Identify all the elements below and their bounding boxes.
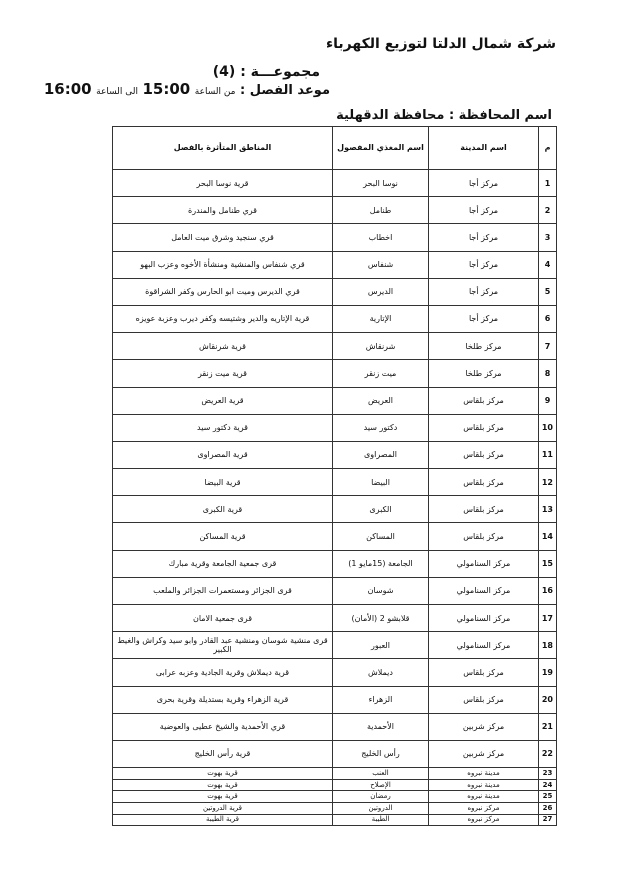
feeder-cell: الديرس: [333, 278, 429, 305]
table-row: [113, 170, 557, 197]
feeder-cell: الإصلاح: [333, 779, 429, 791]
city-cell: مركز أجا: [429, 251, 539, 278]
row-number: 19: [539, 659, 557, 686]
row-number: 4: [539, 251, 557, 278]
row-number: 13: [539, 496, 557, 523]
table-row: [113, 441, 557, 468]
feeder-cell: اخطاب: [333, 224, 429, 251]
city-cell: مركز بلقاس: [429, 469, 539, 496]
table-row: [113, 779, 557, 791]
areas-cell: قرى منشية شوسان ومنشية عبد القادر وابو سيد وكراش والغيط الكبير: [113, 632, 333, 659]
city-cell: مركز طلخا: [429, 333, 539, 360]
feeder-cell: العريض: [333, 387, 429, 414]
feeder-cell: نوسا البحر: [333, 170, 429, 197]
row-number: 20: [539, 686, 557, 713]
feeder-cell: دكتور سيد: [333, 414, 429, 441]
table-row: [113, 550, 557, 577]
column-header-city: اسم المدينة: [429, 127, 539, 170]
feeder-cell: شنفاس: [333, 251, 429, 278]
table-row: [113, 496, 557, 523]
areas-cell: قرية البيضا: [113, 469, 333, 496]
city-cell: مركز السنامولي: [429, 632, 539, 659]
table-header-row: [113, 127, 557, 170]
table-row: [113, 659, 557, 686]
areas-cell: قري طنامل والمندرة: [113, 197, 333, 224]
row-number: 23: [539, 768, 557, 780]
table-row: [113, 740, 557, 767]
feeder-cell: العبور: [333, 632, 429, 659]
to-time: 16:00: [43, 80, 92, 98]
city-cell: مركز طلخا: [429, 360, 539, 387]
city-cell: مركز السنامولي: [429, 605, 539, 632]
areas-cell: قرية ديملاش وقرية الجادية وعزبه عرابى: [113, 659, 333, 686]
city-cell: مركز شربين: [429, 740, 539, 767]
city-cell: مركز السنامولي: [429, 577, 539, 604]
row-number: 26: [539, 802, 557, 814]
table-row: [113, 605, 557, 632]
feeder-cell: الإتارية: [333, 305, 429, 332]
outage-schedule: [44, 80, 330, 98]
areas-cell: قرية المساكن: [113, 523, 333, 550]
row-number: 10: [539, 414, 557, 441]
areas-cell: قرية الزهراء وقرية بستديلة وقرية بحرى: [113, 686, 333, 713]
row-number: 25: [539, 791, 557, 803]
to-label: الى الساعة: [96, 87, 138, 97]
table-row: [113, 387, 557, 414]
row-number: 12: [539, 469, 557, 496]
city-cell: مركز بلقاس: [429, 686, 539, 713]
city-cell: مركز نبروه: [429, 814, 539, 826]
areas-cell: قرية العريض: [113, 387, 333, 414]
feeder-cell: ميت زنقر: [333, 360, 429, 387]
feeder-cell: الأحمدية: [333, 713, 429, 740]
areas-cell: قرية بهوت: [113, 791, 333, 803]
areas-cell: قرية رأس الخليج: [113, 740, 333, 767]
schedule-label: موعد الفصل :: [240, 83, 330, 98]
areas-cell: قري شنفاس والمنشية ومنشأة الأخوه وعزب البهو: [113, 251, 333, 278]
city-cell: مركز بلقاس: [429, 523, 539, 550]
from-label: من الساعة: [194, 87, 236, 97]
feeder-cell: شرنقاش: [333, 333, 429, 360]
table-row: [113, 414, 557, 441]
column-header-feeder: اسم المغذي المفصول: [333, 127, 429, 170]
row-number: 27: [539, 814, 557, 826]
table-row: [113, 333, 557, 360]
areas-cell: قرية دكتور سيد: [113, 414, 333, 441]
feeder-cell: المساكن: [333, 523, 429, 550]
areas-cell: قرية شرنقاش: [113, 333, 333, 360]
row-number: 14: [539, 523, 557, 550]
table-row: [113, 305, 557, 332]
areas-cell: قرية الإتاريه والدير وشتيسه وكفر ديرب وعزبة عويزه: [113, 305, 333, 332]
city-cell: مدينة نبروه: [429, 791, 539, 803]
feeder-cell: الكبرى: [333, 496, 429, 523]
city-cell: مركز نبروه: [429, 802, 539, 814]
row-number: 22: [539, 740, 557, 767]
city-cell: مدينة نبروه: [429, 779, 539, 791]
row-number: 16: [539, 577, 557, 604]
row-number: 21: [539, 713, 557, 740]
feeder-cell: رأس الخليج: [333, 740, 429, 767]
table-row: [113, 577, 557, 604]
city-cell: مركز بلقاس: [429, 414, 539, 441]
areas-cell: قرية ميت زنقر: [113, 360, 333, 387]
table-row: [113, 802, 557, 814]
column-header-areas: المناطق المتأثرة بالفصل: [113, 127, 333, 170]
outage-table: [112, 126, 557, 826]
table-row: [113, 469, 557, 496]
table-row: [113, 523, 557, 550]
row-number: 9: [539, 387, 557, 414]
row-number: 1: [539, 170, 557, 197]
city-cell: مركز بلقاس: [429, 441, 539, 468]
areas-cell: قري الأحمدية والشيخ عطيى والعوضية: [113, 713, 333, 740]
feeder-cell: البيضا: [333, 469, 429, 496]
city-cell: مركز شربين: [429, 713, 539, 740]
city-cell: مركز أجا: [429, 197, 539, 224]
row-number: 11: [539, 441, 557, 468]
row-number: 18: [539, 632, 557, 659]
table-row: [113, 713, 557, 740]
areas-cell: قرى الجزائر ومستعمرات الجزائر والملعب: [113, 577, 333, 604]
feeder-cell: قلابشو 2 (الأمان): [333, 605, 429, 632]
city-cell: مركز أجا: [429, 305, 539, 332]
areas-cell: قري سنجيد وشرق ميت العامل: [113, 224, 333, 251]
feeder-cell: الطيبة: [333, 814, 429, 826]
group-number: مجموعـــة : (4): [212, 64, 320, 80]
row-number: 6: [539, 305, 557, 332]
city-cell: مركز بلقاس: [429, 659, 539, 686]
table-row: [113, 251, 557, 278]
city-cell: مركز بلقاس: [429, 496, 539, 523]
row-number: 7: [539, 333, 557, 360]
row-number: 24: [539, 779, 557, 791]
column-header-number: م: [539, 127, 557, 170]
feeder-cell: الزهراء: [333, 686, 429, 713]
feeder-cell: طنامل: [333, 197, 429, 224]
city-cell: مركز بلقاس: [429, 387, 539, 414]
areas-cell: قرية الطيبة: [113, 814, 333, 826]
city-cell: مدينة نبروه: [429, 768, 539, 780]
row-number: 3: [539, 224, 557, 251]
governorate-name: اسم المحافظة : محافظة الدقهلية: [336, 108, 552, 123]
table-row: [113, 814, 557, 826]
areas-cell: قري الديرس وميت ابو الحارس وكفر الشراقوة: [113, 278, 333, 305]
table-row: [113, 197, 557, 224]
row-number: 8: [539, 360, 557, 387]
areas-cell: قرية الكبرى: [113, 496, 333, 523]
areas-cell: قرى جمعية الجامعة وقرية مبارك: [113, 550, 333, 577]
feeder-cell: ديملاش: [333, 659, 429, 686]
areas-cell: قرى جمعية الامان: [113, 605, 333, 632]
city-cell: مركز أجا: [429, 278, 539, 305]
feeder-cell: رمضان: [333, 791, 429, 803]
row-number: 15: [539, 550, 557, 577]
row-number: 2: [539, 197, 557, 224]
company-name: شركة شمال الدلتا لتوزيع الكهرباء: [326, 36, 556, 52]
row-number: 5: [539, 278, 557, 305]
city-cell: مركز السنامولي: [429, 550, 539, 577]
areas-cell: قرية المصراوى: [113, 441, 333, 468]
areas-cell: قرية الدروتين: [113, 802, 333, 814]
row-number: 17: [539, 605, 557, 632]
table-row: [113, 791, 557, 803]
from-time: 15:00: [142, 80, 191, 98]
feeder-cell: الجامعة (15مايو 1): [333, 550, 429, 577]
table-row: [113, 278, 557, 305]
city-cell: مركز أجا: [429, 224, 539, 251]
feeder-cell: المصراوى: [333, 441, 429, 468]
feeder-cell: الدروتين: [333, 802, 429, 814]
feeder-cell: العنب: [333, 768, 429, 780]
areas-cell: قرية نوسا البحر: [113, 170, 333, 197]
table-row: [113, 768, 557, 780]
table-row: [113, 224, 557, 251]
feeder-cell: شوسان: [333, 577, 429, 604]
table-row: [113, 686, 557, 713]
table-row: [113, 632, 557, 659]
areas-cell: قرية بهوت: [113, 768, 333, 780]
table-row: [113, 360, 557, 387]
areas-cell: قرية بهوت: [113, 779, 333, 791]
city-cell: مركز أجا: [429, 170, 539, 197]
